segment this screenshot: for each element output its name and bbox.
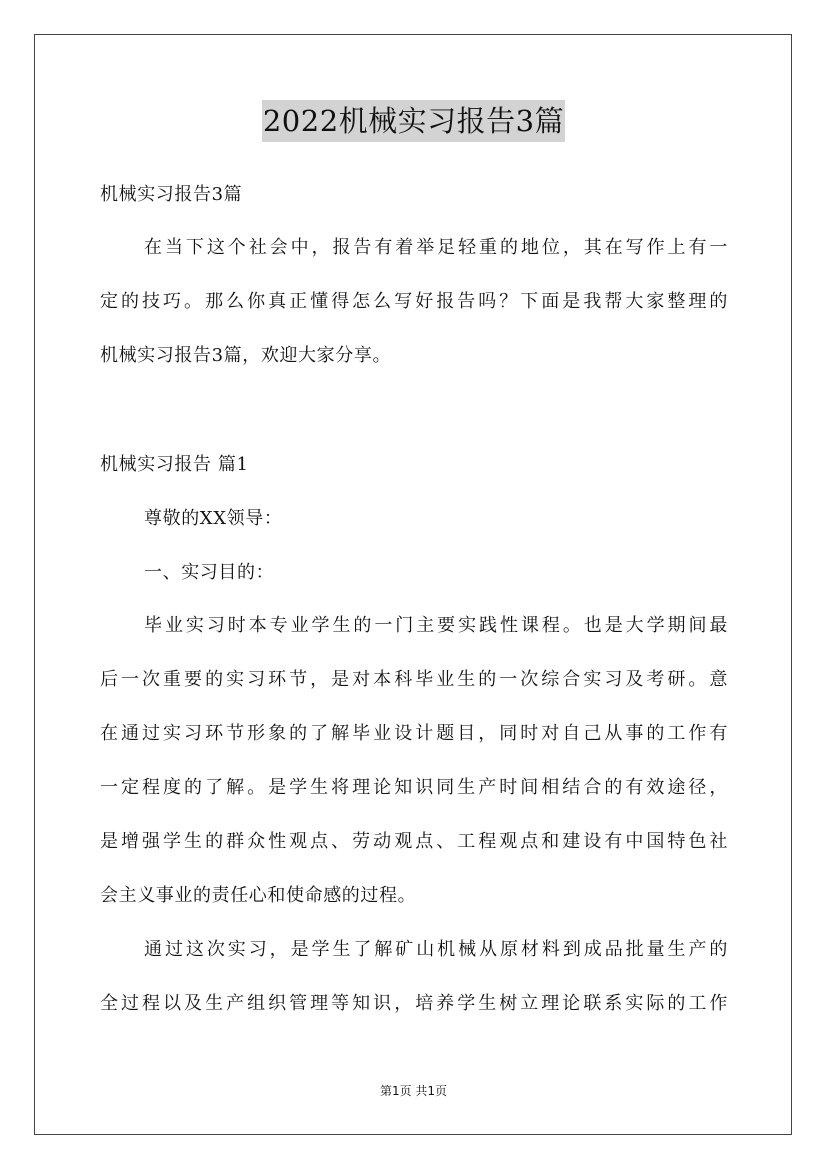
paragraph-line: 毕业实习时本专业学生的一门主要实践性课程。也是大学期间最	[144, 615, 728, 636]
paragraph-line: 一定程度的了解。是学生将理论知识同生产时间相结合的有效途径，	[100, 777, 728, 798]
paragraph-line: 是增强学生的群众性观点、劳动观点、工程观点和建设有中国特色社	[100, 831, 728, 852]
item-heading: 一、实习目的：	[144, 562, 275, 583]
paragraph-line: 全过程以及生产组织管理等知识，培养学生树立理论联系实际的工作	[100, 993, 728, 1014]
intro-line: 在当下这个社会中，报告有着举足轻重的地位，其在写作上有一	[144, 237, 728, 258]
paragraph-line: 后一次重要的实习环节，是对本科毕业生的一次综合实习及考研。意	[100, 669, 728, 690]
intro-line: 机械实习报告3篇，欢迎大家分享。	[100, 345, 392, 366]
intro-line: 定的技巧。那么你真正懂得怎么写好报告吗？下面是我帮大家整理的	[100, 291, 728, 312]
paragraph-line: 通过这次实习，是学生了解矿山机械从原材料到成品批量生产的	[144, 939, 728, 960]
paragraph-line: 在通过实习环节形象的了解毕业设计题目，同时对自己从事的工作有	[100, 723, 728, 744]
paragraph-line: 会主义事业的责任心和使命感的过程。	[100, 885, 417, 906]
salutation: 尊敬的XX领导：	[144, 508, 283, 529]
document-subtitle: 机械实习报告3篇	[100, 184, 243, 205]
page-number: 第1页 共1页	[379, 1084, 448, 1098]
section-heading: 机械实习报告 篇1	[100, 454, 249, 475]
document-title: 2022机械实习报告3篇	[262, 100, 565, 142]
title-container	[0, 100, 827, 142]
